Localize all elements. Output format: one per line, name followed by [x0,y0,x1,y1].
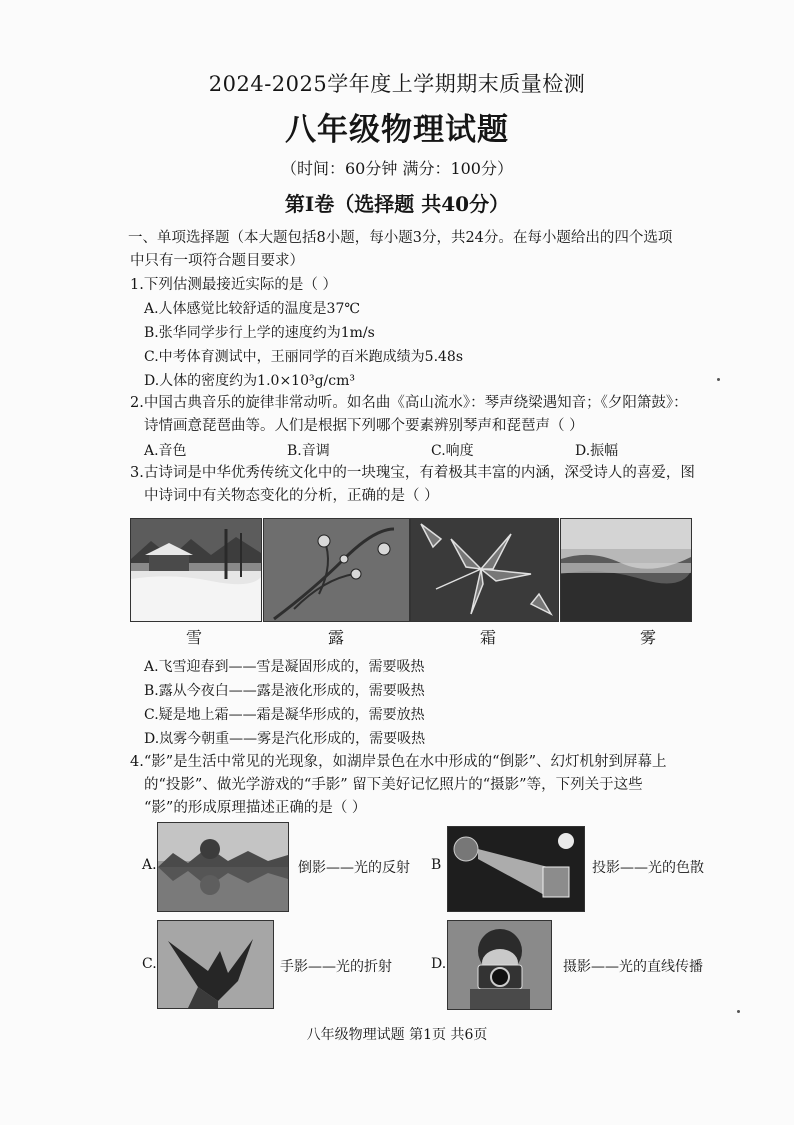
dew-photo [263,518,410,622]
page-footer: 八年级物理试题 第1页 共6页 [306,1027,488,1043]
q1-option-d: D.人体的密度约为1.0×10³g/cm³ [144,373,356,389]
q1-option-b: B.张华同学步行上学的速度约为1m/s [144,325,375,341]
caption-fog: 雾 [640,628,657,647]
q1-stem: 1.下列估测最接近实际的是（ ） [130,277,337,293]
caption-dew: 露 [328,628,345,647]
exam-title-line2: 八年级物理试题 [285,112,509,148]
q4-option-b-text: 投影——光的色散 [592,860,704,876]
snow-photo [130,518,262,622]
caption-snow: 雪 [186,628,203,647]
projector-photo [447,826,585,912]
q3-stem-line2: 中诗词中有关物态变化的分析，正确的是（ ） [144,488,439,504]
q3-option-a: A.飞雪迎春到——雪是凝固形成的，需要吸热 [144,659,425,675]
frost-photo [410,518,559,622]
q4-option-b-letter: B [431,857,442,873]
q3-option-b: B.露从今夜白——露是液化形成的，需要吸热 [144,683,425,699]
part1-intro-line1: 一、单项选择题（本大题包括8小题，每小题3分，共24分。在每小题给出的四个选项 [128,230,673,246]
q3-option-d: D.岚雾今朝重——雾是汽化形成的，需要吸热 [144,731,426,747]
reflection-photo [157,822,289,912]
camera-photo [447,920,552,1010]
q4-stem-line1: 4.“影”是生活中常见的光现象，如湖岸景色在水中形成的“倒影”、幻灯机射到屏幕上 [130,754,667,770]
part1-intro-line2: 中只有一项符合题目要求） [130,253,304,269]
scan-speck [737,1010,740,1013]
fog-photo [560,518,692,622]
caption-frost: 霜 [480,628,497,647]
scan-speck [717,378,720,381]
q4-option-a-text: 倒影——光的反射 [298,860,410,876]
exam-title-line1: 2024-2025学年度上学期期末质量检测 [208,72,586,96]
q4-option-d-letter: D. [431,956,447,972]
q4-stem-line3: “影”的形成原理描述正确的是（ ） [144,800,367,816]
q2-stem-line2: 诗情画意琵琶曲等。人们是根据下列哪个要素辨别琴声和琵琶声（ ） [144,418,584,434]
q2-option-c: C.响度 [431,443,474,459]
q2-option-a: A.音色 [144,443,187,459]
q4-option-c-letter: C. [142,956,157,972]
q4-option-c-text: 手影——光的折射 [280,959,392,975]
exam-meta: （时间：60分钟 满分：100分） [281,159,513,178]
hand-shadow-photo [157,920,274,1009]
q3-option-c: C.疑是地上霜——霜是凝华形成的，需要放热 [144,707,425,723]
q4-stem-line2: 的“投影”、做光学游戏的“手影” 留下美好记忆照片的“摄影”等，下列关于这些 [144,777,643,793]
q4-option-d-text: 摄影——光的直线传播 [563,959,703,975]
q2-option-b: B.音调 [287,443,330,459]
q3-stem-line1: 3.古诗词是中华优秀传统文化中的一块瑰宝，有着极其丰富的内涵，深受诗人的喜爱，图 [130,465,695,481]
section-heading: 第Ⅰ卷（选择题 共40分） [284,192,510,216]
q1-option-c: C.中考体育测试中，王丽同学的百米跑成绩为5.48s [144,349,464,365]
q2-stem-line1: 2.中国古典音乐的旋律非常动听。如名曲《高山流水》：琴声绕梁遇知音；《夕阳箫鼓》： [130,395,688,411]
q2-option-d: D.振幅 [575,443,619,459]
q4-option-a-letter: A. [142,857,157,873]
q1-option-a: A.人体感觉比较舒适的温度是37℃ [144,301,361,317]
